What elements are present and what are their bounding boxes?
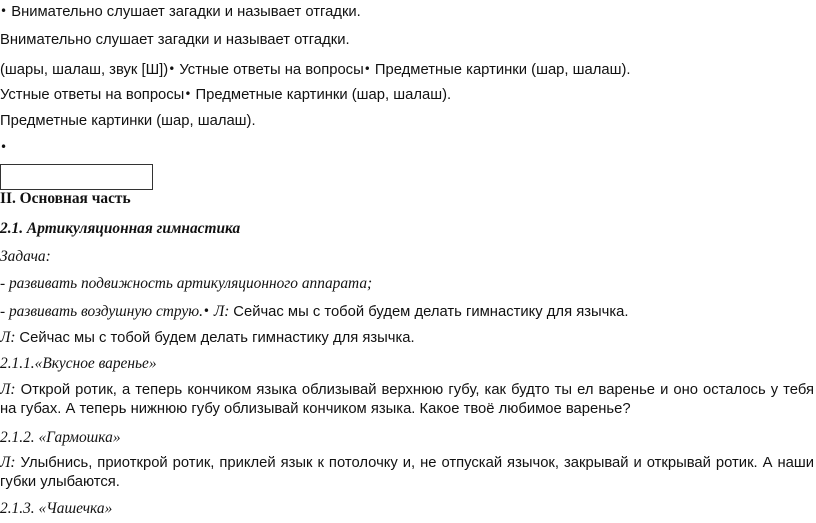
line-4-part-a: Устные ответы на вопросы	[0, 87, 185, 103]
speech-repeat-line	[0, 329, 415, 347]
exercise-1-paragraph	[0, 380, 814, 419]
task-item-2	[0, 302, 628, 321]
bullet-icon: •	[0, 4, 8, 18]
exercise-2-paragraph	[0, 453, 814, 492]
empty-text-box	[0, 164, 153, 190]
speaker-label: Л:	[0, 454, 16, 471]
section-subtitle: 2.1. Артикуляционная гимнастика	[0, 220, 241, 237]
exercise-3-title: 2.1.3. «Чашечка»	[0, 500, 113, 517]
bullet-icon: •	[202, 304, 210, 318]
bullet-icon: •	[0, 140, 8, 154]
exercise-1-text: Открой ротик, а теперь кончиком языка облизывай верхнюю губу, как будто ты ел варенье и оно осталось у тебя на губах. А теперь нижнюю губу облизывай кончиком языка. Какое твоё любимое варенье?	[0, 382, 814, 417]
line-5	[0, 112, 256, 130]
task-item-2-text: - развивать воздушную струю.	[0, 303, 203, 320]
exercise-2-title: 2.1.2. «Гармошка»	[0, 429, 121, 446]
lone-bullet	[0, 138, 7, 157]
line-1-text: Внимательно слушает загадки и называет отгадки.	[11, 4, 361, 20]
line-2-text: Внимательно слушает загадки и называет отгадки.	[0, 32, 350, 48]
line-1	[0, 2, 361, 21]
bullet-icon: •	[363, 62, 371, 76]
bullet-icon: •	[184, 87, 192, 101]
line-4	[0, 85, 451, 104]
exercise-2-text: Улыбнись, приоткрой ротик, приклей язык к потолочку и, не отпускай язычок, закрывай и открывай ротик. А наши губки улыбаются.	[0, 455, 814, 490]
speech-text: Сейчас мы с тобой будем делать гимнастику для язычка.	[233, 304, 629, 320]
line-4-part-b: Предметные картинки (шар, шалаш).	[195, 87, 452, 103]
task-label: Задача:	[0, 248, 51, 265]
line-5-text: Предметные картинки (шар, шалаш).	[0, 113, 256, 129]
exercise-1-title: 2.1.1.«Вкусное варенье»	[0, 355, 157, 372]
bullet-icon: •	[168, 62, 176, 76]
line-2	[0, 31, 350, 49]
speech-repeat-text: Сейчас мы с тобой будем делать гимнастику для язычка.	[19, 330, 415, 346]
task-item-1: - развивать подвижность артикуляционного аппарата;	[0, 275, 373, 292]
line-3-part-c: Предметные картинки (шар, шалаш).	[374, 62, 631, 78]
line-3-part-a: (шары, шалаш, звук [Ш])	[0, 62, 169, 78]
speaker-label: Л:	[213, 303, 230, 320]
speaker-label: Л:	[0, 329, 16, 346]
section-title: II. Основная часть	[0, 190, 131, 207]
line-3-part-b: Устные ответы на вопросы	[179, 62, 364, 78]
line-3	[0, 60, 631, 79]
speaker-label: Л:	[0, 381, 16, 398]
